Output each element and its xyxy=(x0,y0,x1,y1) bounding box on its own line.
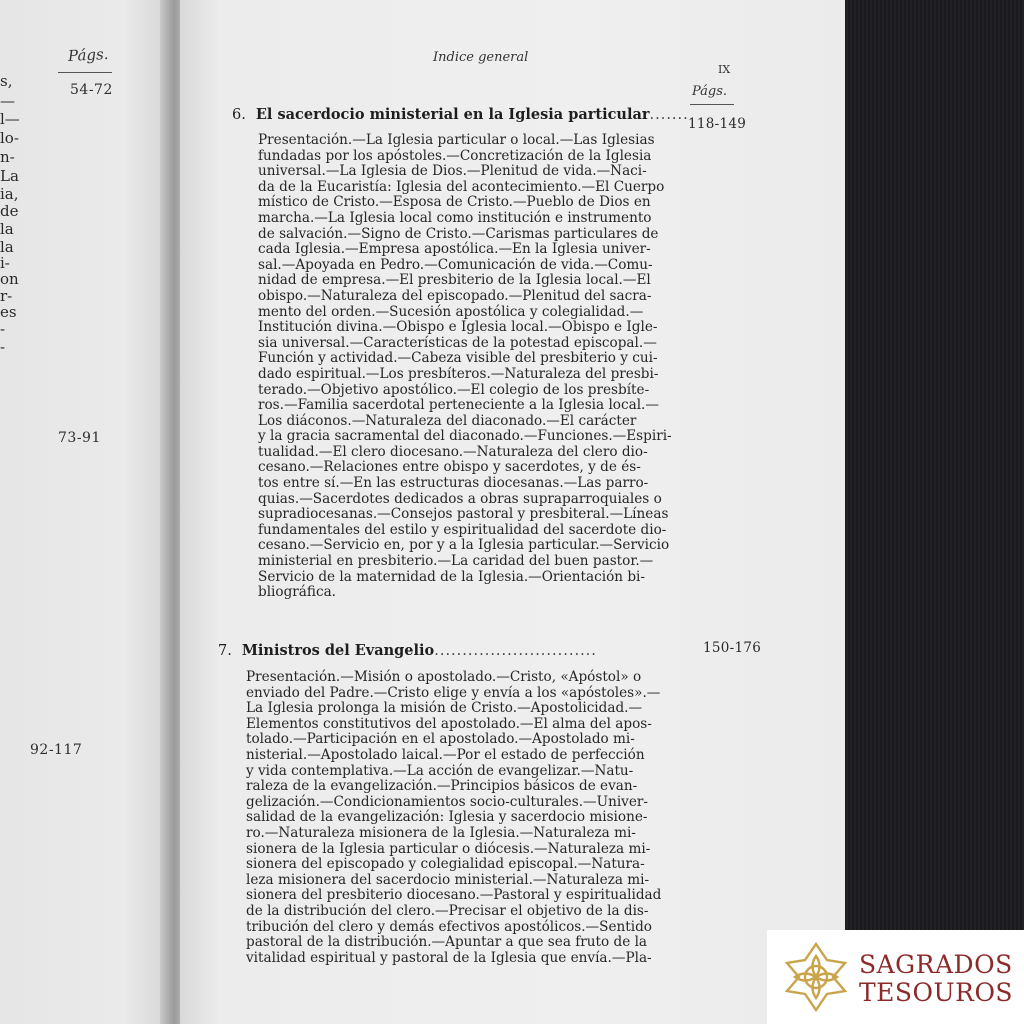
body-line: dado espiritual.—Los presbíteros.—Naturaleza del presbi- xyxy=(258,365,659,382)
body-line: Presentación.—Misión o apostolado.—Cristo, «Apóstol» o xyxy=(246,669,642,685)
section-body xyxy=(246,670,661,966)
body-line: y la gracia sacramental del diaconado.—Funciones.—Espiri- xyxy=(258,428,672,445)
body-line: sionera del episcopado y colegialidad episcopal.—Natura- xyxy=(246,856,645,873)
left-fragment: i- xyxy=(0,254,10,272)
body-line: sionera de la Iglesia particular o diócesis.—Naturaleza mi- xyxy=(246,840,651,857)
body-line: Servicio de la maternidad de la Iglesia.—Orientación bi- xyxy=(258,568,645,585)
section-heading xyxy=(232,106,689,123)
body-line: fundamentales del estilo y espiritualidad del sacerdote dio- xyxy=(258,521,667,538)
leader-dots: ....... xyxy=(649,107,689,123)
body-line: da de la Eucaristía: Iglesia del acontecimiento.—El Cuerpo xyxy=(258,178,665,195)
left-fragment: r- xyxy=(0,287,13,305)
left-fragment: la xyxy=(0,220,14,238)
body-line: marcha.—La Iglesia local como institución e instrumento xyxy=(258,209,652,226)
body-line: supradiocesanas.—Consejos pastoral y presbiteral.—Líneas xyxy=(258,506,669,523)
body-line: fundadas por los apóstoles.—Concretización de la Iglesia xyxy=(258,147,652,164)
body-line: tualidad.—El clero diocesano.—Naturaleza del clero dio- xyxy=(258,443,648,460)
body-line: cada Iglesia.—Empresa apostólica.—En la Iglesia univer- xyxy=(258,241,651,258)
left-page xyxy=(0,0,178,1024)
body-line: leza misionera del sacerdocio ministerial.—Naturaleza mi- xyxy=(246,871,650,888)
body-line: quias.—Sacerdotes dedicados a obras supraparroquiales o xyxy=(258,490,662,507)
left-fragment: de xyxy=(0,202,19,220)
body-line: sal.—Apoyada en Pedro.—Comunicación de vida.—Comu- xyxy=(258,256,653,273)
left-fragment: l— xyxy=(0,110,20,128)
body-line: Función y actividad.—Cabeza visible del presbiterio y cui- xyxy=(258,350,658,367)
left-pags-label: Págs. xyxy=(67,44,109,66)
body-line: nisterial.—Apostolado laical.—Por el estado de perfección xyxy=(246,746,645,763)
body-line: Institución divina.—Obispo e Iglesia local.—Obispo e Igle- xyxy=(258,319,658,336)
section-heading xyxy=(218,642,597,659)
section-title: Ministros del Evangelio xyxy=(241,642,435,659)
watermark-line1: SAGRADOS xyxy=(859,950,1013,979)
left-fragment: La xyxy=(0,167,19,185)
body-line: sia universal.—Características de la potestad episcopal.— xyxy=(258,334,657,351)
body-line: tolado.—Participación en el apostolado.—Apostolado mi- xyxy=(246,731,635,748)
body-line: vitalidad espiritual y pastoral de la Iglesia que envía.—Pla- xyxy=(246,949,652,966)
body-line: mento del orden.—Sucesión apostólica y colegialidad.— xyxy=(258,303,644,320)
section-title: El sacerdocio ministerial en la Iglesia particular xyxy=(255,106,650,123)
left-range: 73-91 xyxy=(58,430,101,446)
left-fragment: n- xyxy=(0,148,15,166)
left-fragment: la xyxy=(0,238,14,256)
body-line: gelización.—Condicionamientos socio-culturales.—Univer- xyxy=(246,793,648,810)
body-line: tribución del clero y demás efectivos apostólicos.—Sentido xyxy=(246,918,652,935)
body-line: enviado del Padre.—Cristo elige y envía a los «apóstoles».— xyxy=(246,684,661,701)
body-line: sionera del presbiterio diocesano.—Pastoral y espiritualidad xyxy=(246,887,662,904)
ornament-emblem-icon xyxy=(781,940,851,1014)
page-number: IX xyxy=(718,63,731,76)
right-pags-rule xyxy=(690,104,734,105)
left-pags-rule xyxy=(58,72,112,73)
body-line: obispo.—Naturaleza del episcopado.—Plenitud del sacra- xyxy=(258,287,652,304)
body-line: universal.—La Iglesia de Dios.—Plenitud de vida.—Naci- xyxy=(258,163,647,180)
watermark-line2: TESOUROS xyxy=(859,978,1014,1007)
body-line: terado.—Objetivo apostólico.—El colegio de los presbíte- xyxy=(258,381,650,398)
body-line: salidad de la evangelización: Iglesia y sacerdocio misione- xyxy=(246,809,648,826)
body-line: bliográfica. xyxy=(258,584,336,601)
body-line: cesano.—Relaciones entre obispo y sacerdotes, y de és- xyxy=(258,459,641,476)
left-range: 92-117 xyxy=(30,742,83,758)
body-line: nidad de empresa.—El presbiterio de la Iglesia local.—El xyxy=(258,272,651,289)
body-line: y vida contemplativa.—La acción de evangelizar.—Natu- xyxy=(246,762,634,779)
left-fragment: on xyxy=(0,270,19,288)
left-range: 54-72 xyxy=(70,82,113,98)
body-line: ros.—Familia sacerdotal perteneciente a la Iglesia local.— xyxy=(258,397,659,414)
body-line: pastoral de la distribución.—Apuntar a que sea fruto de la xyxy=(246,934,648,951)
body-line: ministerial en presbiterio.—La caridad del buen pastor.— xyxy=(258,553,654,570)
section-number: 6. xyxy=(232,107,246,123)
body-line: Elementos constitutivos del apostolado.—El alma del apos- xyxy=(246,715,652,732)
body-line: de salvación.—Signo de Cristo.—Carismas particulares de xyxy=(258,225,659,242)
left-fragment: lo- xyxy=(0,129,19,147)
body-line: cesano.—Servicio en, por y a la Iglesia particular.—Servicio xyxy=(258,537,670,554)
left-fragment: - xyxy=(0,338,6,356)
body-line: tos entre sí.—En las estructuras diocesanas.—Las parro- xyxy=(258,475,649,492)
left-fragment: ia, xyxy=(0,185,19,203)
left-fragment: - xyxy=(0,320,6,338)
left-fragment: — xyxy=(0,92,15,110)
body-line: Los diáconos.—Naturaleza del diaconado.—El carácter xyxy=(258,412,637,429)
section-range: 118-149 xyxy=(688,116,747,132)
left-fragment: es xyxy=(0,303,17,321)
body-line: La Iglesia prolonga la misión de Cristo.—Apostolicidad.— xyxy=(246,700,643,717)
section-range: 150-176 xyxy=(703,640,762,656)
running-head: Indice general xyxy=(433,50,529,65)
section-number: 7. xyxy=(218,643,232,659)
body-line: ro.—Naturaleza misionera de la Iglesia.—Naturaleza mi- xyxy=(246,824,636,841)
section-body xyxy=(258,133,672,601)
body-line: místico de Cristo.—Esposa de Cristo.—Pueblo de Dios en xyxy=(258,194,651,211)
right-pags-label: Págs. xyxy=(692,84,728,99)
body-line: raleza de la evangelización.—Principios básicos de evan- xyxy=(246,778,638,795)
body-line: Presentación.—La Iglesia particular o local.—Las Iglesias xyxy=(258,132,655,148)
leader-dots: ............................. xyxy=(434,643,597,659)
watermark-logo xyxy=(767,930,1024,1024)
body-line: de la distribución del clero.—Precisar el objetivo de la dis- xyxy=(246,902,649,919)
left-fragment: s, xyxy=(0,72,13,90)
